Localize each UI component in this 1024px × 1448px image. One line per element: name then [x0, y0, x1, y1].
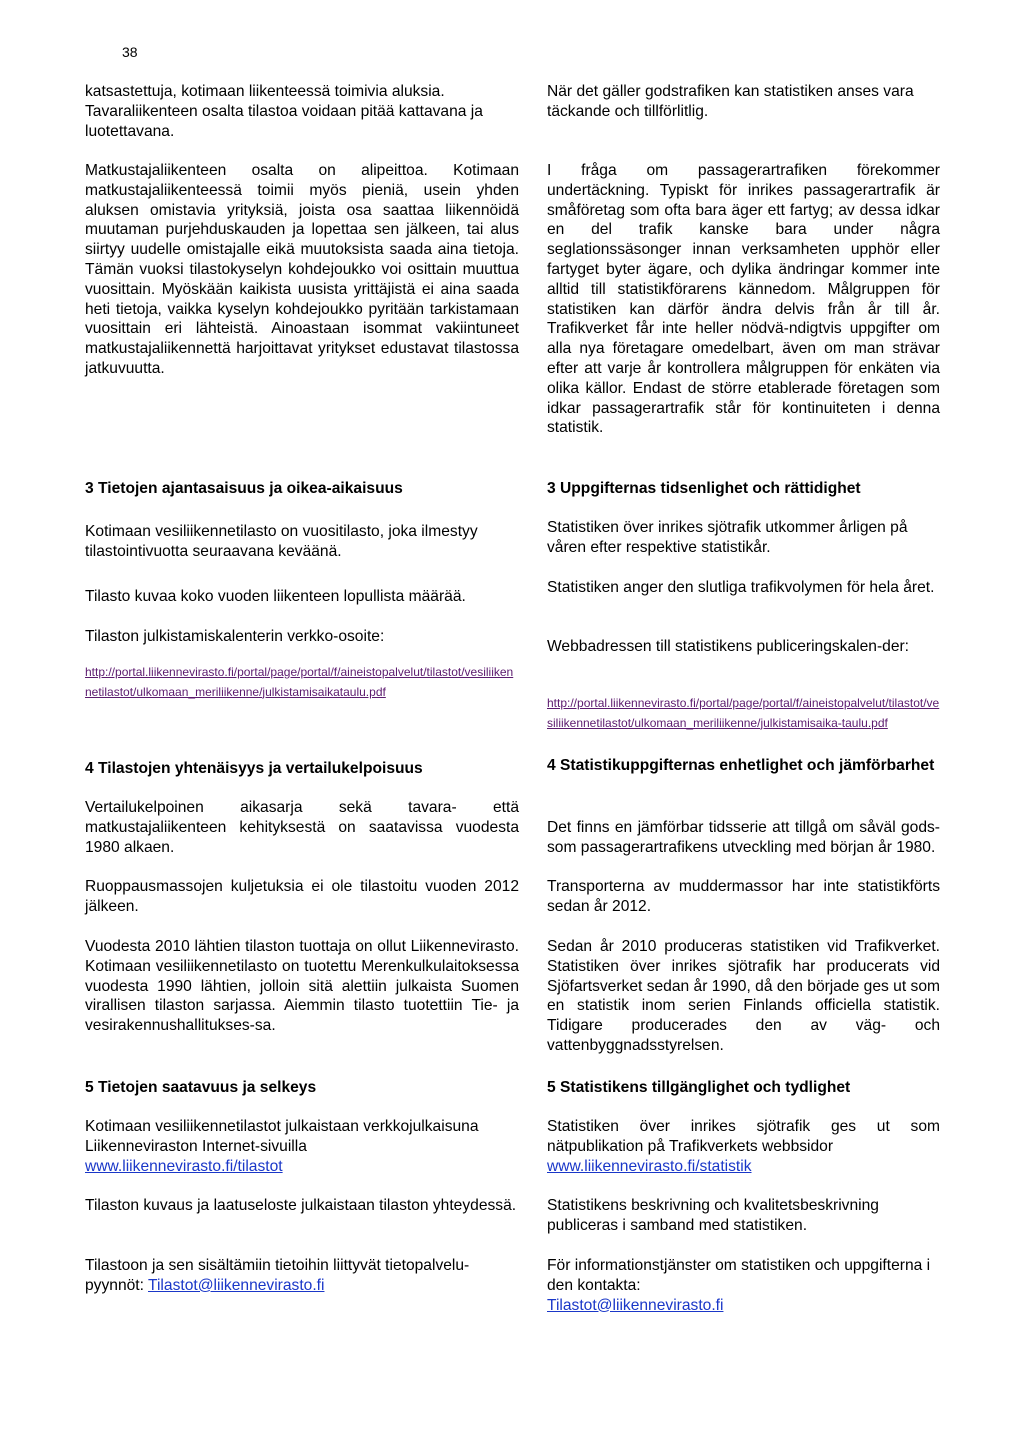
sv-heading-3: 3 Uppgifternas tidsenlighet och rättidighet [547, 480, 861, 497]
fi-intro-paragraph: katsastettuja, kotimaan liikenteessä toimivia aluksia. Tavaraliikenteen osalta tilastoa voidaan pitää kattavana ja luotettavana. [85, 83, 483, 140]
sv-section5-paragraph-2: Statistikens beskrivning och kvalitetsbeskrivning publiceras i samband med statistiken. [547, 1197, 879, 1234]
fi-email-link[interactable]: Tilastot@liikennevirasto.fi [148, 1276, 325, 1294]
fi-statistics-link[interactable]: www.liikennevirasto.fi/tilastot [85, 1157, 283, 1175]
sv-section3-paragraph-3: Webbadressen till statistikens publiceringskalen-der: [547, 638, 910, 655]
sv-section5-paragraph-3: För informationstjänster om statistiken och uppgifterna i den kontakta: [547, 1257, 931, 1294]
fi-section3-paragraph-1: Kotimaan vesiliikennetilasto on vuositilasto, joka ilmestyy tilastointivuotta seuraavana keväänä. [85, 523, 478, 560]
fi-section4-paragraph-2: Ruoppausmassojen kuljetuksia ei ole tilastoitu vuoden 2012 jälkeen. [85, 878, 519, 915]
sv-section5-paragraph-1: Statistiken över inrikes sjötrafik ges ut som nätpublikation på Trafikverkets webbsidor [547, 1118, 940, 1155]
fi-section3-paragraph-2: Tilasto kuvaa koko vuoden liikenteen lopullista määrää. [85, 588, 466, 605]
fi-heading-5: 5 Tietojen saatavuus ja selkeys [85, 1079, 317, 1096]
fi-passenger-paragraph: Matkustajaliikenteen osalta on alipeittoa. Kotimaan matkustajaliikenteessä toimii myös pieniä, usein yhden aluksen omistavia yrityksiä, joista osa saattaa liikennöidä muutaman purjehduskauden ja lopettaa sen jälkeen, tai alus siirtyy uudelle omistajalle eikä muutoksista saada aina tietoja. Tämän vuoksi tilastokyselyn kohdejoukko voi osittain muuttua vuosittain. Myöskään kaikista uusista yrittäjistä ei aina saada heti tietoja, vaikka kyselyn kohdejoukko pyritään tarkistamaan vuosittain eri lähteistä. Ainoastaan isommat vakiintuneet matkustajaliikennettä harjoittavat yritykset edustavat tilastossa jatkuvuutta. [85, 162, 519, 377]
fi-heading-3: 3 Tietojen ajantasaisuus ja oikea-aikaisuus [85, 480, 403, 497]
sv-section4-paragraph-1: Det finns en jämförbar tidsserie att tillgå om såväl gods- som passagerartrafikens utveckling med början år 1980. [547, 819, 940, 856]
fi-heading-4: 4 Tilastojen yhtenäisyys ja vertailukelpoisuus [85, 760, 423, 777]
page-number: 38 [122, 44, 138, 60]
fi-info-request-text: Tilastoon ja sen sisältämiin tietoihin liittyvät tietopalvelu-pyynnöt: [85, 1257, 470, 1294]
sv-section4-paragraph-3: Sedan år 2010 produceras statistiken vid Trafikverket. Statistiken över inrikes sjötrafik har producerats vid Sjöfartsverket sedan år 1990, då den började ges ut som en statistik inom serien Finlands officiella statistik. Tidigare producerades den av väg- och vattenbyggnadsstyrelsen. [547, 938, 940, 1054]
sv-heading-5: 5 Statistikens tillgänglighet och tydlighet [547, 1079, 851, 1096]
sv-section4-paragraph-2: Transporterna av muddermassor har inte statistikförts sedan år 2012. [547, 878, 940, 915]
sv-section3-paragraph-1: Statistiken över inrikes sjötrafik utkommer årligen på våren efter respektive statistikår. [547, 519, 908, 556]
fi-section4-paragraph-1: Vertailukelpoinen aikasarja sekä tavara- että matkustajaliikenteen kehityksestä on saatavissa vuodesta 1980 alkaen. [85, 799, 519, 856]
sv-statistics-link[interactable]: www.liikennevirasto.fi/statistik [547, 1157, 752, 1175]
sv-calendar-url-link[interactable]: http://portal.liikennevirasto.fi/portal/page/portal/f/aineistopalvelut/tilastot/vesiliikennetilastot/ulkomaan_meriliikenne/julkistamisaika-taulu.pdf [547, 696, 940, 730]
sv-passenger-paragraph: I fråga om passagerartrafiken förekommer undertäckning. Typiskt för inrikes passagerartrafik är småföretag som ofta bara äger ett fartyg; av dessa idkar en del trafik kanske bara under några seglationssäsonger innan verksamheten upphör eller fartyget byter ägare, och dylika ändringar kommer inte alltid till statistikförarens kännedom. Målgruppen för statistiken kan därför ändra delvis från år till år. Trafikverket får inte heller nödvä-ndigtvis uppgifter om alla nya företagare omedelbart, även om man strävar efter att varje år kontrollera målgruppen för enkäten via olika källor. Endast de större etablerade företagen som idkar passagerartrafik står för kontinuiteten i denna statistik. [547, 162, 940, 437]
sv-heading-4: 4 Statistikuppgifternas enhetlighet och jämförbarhet [547, 757, 935, 774]
fi-section3-paragraph-3: Tilaston julkistamiskalenterin verkko-osoite: [85, 628, 385, 645]
sv-intro-paragraph: När det gäller godstrafiken kan statistiken anses vara täckande och tillförlitlig. [547, 83, 914, 120]
fi-calendar-url-link[interactable]: http://portal.liikennevirasto.fi/portal/page/portal/f/aineistopalvelut/tilastot/vesiliikennetilastot/ulkomaan_meriliikenne/julkistamisaikataulu.pdf [85, 665, 514, 699]
sv-section3-paragraph-2: Statistiken anger den slutliga trafikvolymen för hela året. [547, 579, 935, 596]
fi-section5-paragraph-2: Tilaston kuvaus ja laatuseloste julkaistaan tilaston yhteydessä. [85, 1197, 517, 1214]
fi-section4-paragraph-3: Vuodesta 2010 lähtien tilaston tuottaja on ollut Liikennevirasto. Kotimaan vesiliikennetilasto on tuotettu Merenkulkulaitoksessa vuodesta 1990 lähtien, jolloin sitä alettiin julkaista Suomen virallisen tilaston sarjassa. Aiemmin tilasto tuotettiin Tie- ja vesirakennushallitukses-sa. [85, 938, 519, 1035]
fi-section5-paragraph-1: Kotimaan vesiliikennetilastot julkaistaan verkkojulkaisuna Liikenneviraston Internet-sivuilla [85, 1118, 479, 1155]
fi-section5-paragraph-3 [85, 1256, 519, 1296]
sv-email-link[interactable]: Tilastot@liikennevirasto.fi [547, 1296, 724, 1314]
